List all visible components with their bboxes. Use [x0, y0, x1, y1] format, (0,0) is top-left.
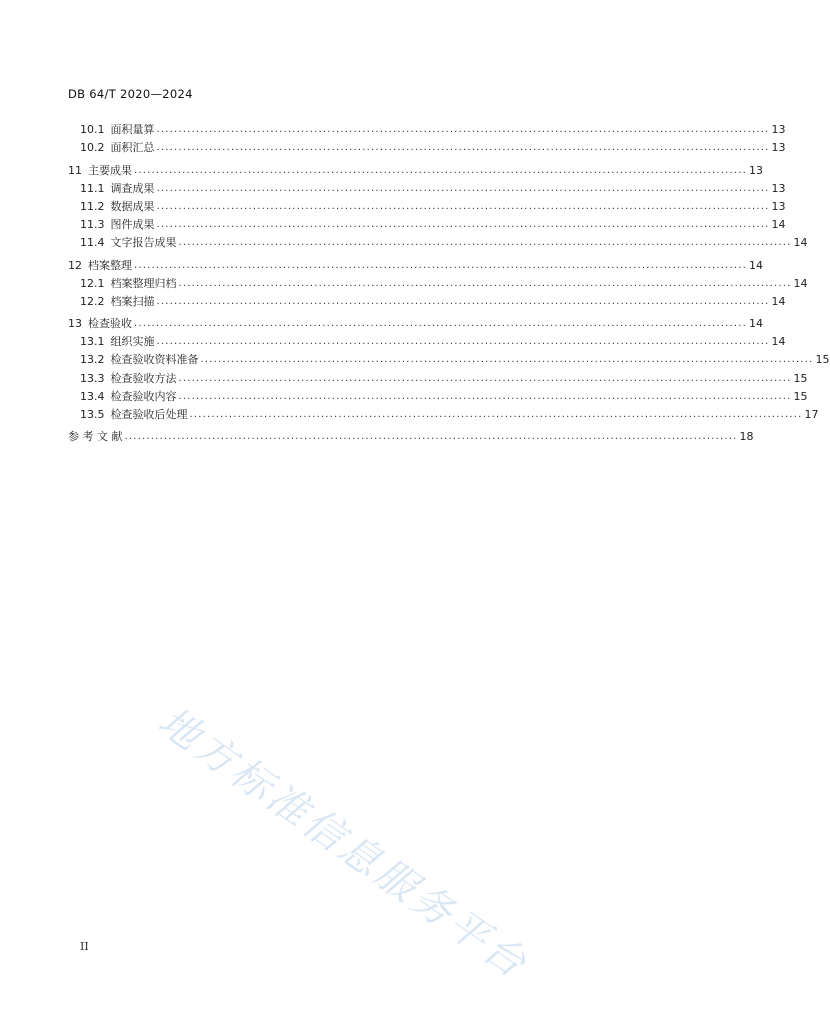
document-id: DB 64/T 2020—2024	[68, 87, 193, 101]
toc-entry[interactable]	[68, 177, 786, 195]
toc-leader-dots: ............................................................................................................................................	[134, 259, 748, 271]
toc-entry-page: 15	[815, 353, 830, 367]
toc-entry[interactable]	[68, 312, 764, 331]
toc-entry-title: 面积汇总	[110, 141, 155, 155]
toc-entry-title: 文字报告成果	[110, 236, 177, 250]
toc-entry-number: 11.2	[80, 199, 105, 213]
toc-leader-dots: ............................................................................................................................................	[156, 336, 770, 348]
toc-leader-dots: ............................................................................................................................................	[178, 237, 792, 249]
toc-entry[interactable]	[68, 330, 786, 349]
toc-entry-title: 检查验收方法	[110, 371, 177, 385]
toc-entry[interactable]	[68, 272, 808, 290]
toc-entry[interactable]	[68, 158, 764, 177]
toc-entry-number: 13.1	[80, 335, 105, 349]
toc-leader-dots: ............................................................................................................................................	[124, 431, 738, 443]
toc-entry-title: 检查验收内容	[110, 389, 177, 403]
toc-entry-page: 15	[793, 371, 808, 385]
toc-entry[interactable]	[68, 366, 808, 385]
toc-leader-dots: ............................................................................................................................................	[156, 182, 770, 194]
toc-entry-title: 面积量算	[110, 123, 155, 137]
toc-entry-number: 11.3	[80, 218, 105, 232]
toc-leader-dots: ............................................................................................................................................	[156, 200, 770, 212]
toc-entry-title: 数据成果	[110, 199, 155, 213]
toc-entry-title: 档案整理归档	[110, 276, 177, 290]
toc-entry-page: 14	[771, 294, 786, 308]
toc-leader-dots: ............................................................................................................................................	[156, 142, 770, 154]
toc-entry[interactable]	[68, 213, 786, 232]
toc-entry-page: 14	[771, 218, 786, 232]
toc-entry-number: 12.1	[80, 276, 105, 290]
toc-entry[interactable]	[68, 348, 830, 367]
toc-leader-dots: ............................................................................................................................................	[178, 277, 792, 289]
toc-entry[interactable]	[68, 195, 786, 213]
toc-leader-dots: ............................................................................................................................................	[134, 318, 748, 330]
toc-entry[interactable]	[68, 385, 808, 403]
toc-entry[interactable]	[68, 136, 786, 155]
toc-entry[interactable]	[68, 118, 786, 137]
toc-entry-number: 13.4	[80, 389, 105, 403]
toc-entry[interactable]	[68, 231, 808, 250]
toc-entry-number: 12.2	[80, 294, 105, 308]
toc-entry-title: 调查成果	[110, 181, 155, 195]
toc-entry-page: 13	[771, 181, 786, 195]
toc-entry-page: 14	[793, 276, 808, 290]
toc-entry-number: 13.3	[80, 371, 105, 385]
toc-entry-number: 12	[68, 258, 82, 272]
toc-entry-page: 13	[749, 163, 764, 177]
page-number: II	[80, 940, 89, 953]
table-of-contents	[68, 118, 830, 444]
toc-entry-number: 11.4	[80, 236, 105, 250]
toc-leader-dots: ............................................................................................................................................	[156, 219, 770, 231]
toc-entry-page: 17	[804, 408, 819, 421]
toc-entry-number: 13.5	[80, 408, 105, 421]
toc-entry-page: 14	[771, 335, 786, 349]
toc-entry-title: 组织实施	[110, 335, 155, 349]
toc-entry-title: 图件成果	[110, 218, 155, 232]
toc-leader-dots: ............................................................................................................................................	[134, 164, 748, 176]
toc-leader-dots: ............................................................................................................................................	[156, 295, 770, 307]
toc-entry[interactable]	[68, 253, 764, 272]
toc-entry-number: 13	[68, 317, 82, 331]
toc-entry-number: 11.1	[80, 181, 105, 195]
toc-entry-page: 15	[793, 389, 808, 403]
toc-entry-number: 10.1	[80, 123, 105, 137]
toc-entry-title: 检查验收资料准备	[110, 353, 199, 367]
toc-entry-title: 档案扫描	[110, 294, 155, 308]
toc-leader-dots: ............................................................................................................................................	[178, 390, 792, 402]
toc-entry[interactable]	[68, 425, 754, 444]
toc-leader-dots: ............................................................................................................................................	[156, 124, 770, 136]
toc-leader-dots: ............................................................................................................................................	[189, 409, 803, 420]
toc-entry[interactable]	[68, 290, 786, 308]
toc-entry-number: 11	[68, 163, 82, 177]
toc-entry-page: 13	[771, 123, 786, 137]
toc-entry-number: 10.2	[80, 141, 105, 155]
toc-entry-page: 13	[771, 141, 786, 155]
toc-entry-title: 检查验收后处理	[110, 408, 188, 421]
toc-entry-title: 参 考 文 献	[68, 430, 123, 444]
toc-entry-title: 检查验收	[88, 317, 132, 331]
toc-leader-dots: ............................................................................................................................................	[200, 354, 814, 366]
toc-entry-title: 主要成果	[88, 163, 132, 177]
toc-entry-page: 18	[739, 430, 754, 444]
toc-entry-title: 档案整理	[88, 258, 132, 272]
toc-entry[interactable]	[68, 403, 819, 421]
toc-entry-page: 13	[771, 199, 786, 213]
watermark: 地方标准信息服务平台	[149, 698, 537, 989]
toc-entry-number: 13.2	[80, 353, 105, 367]
toc-entry-page: 14	[793, 236, 808, 250]
toc-entry-page: 14	[749, 317, 764, 331]
toc-entry-page: 14	[749, 258, 764, 272]
toc-leader-dots: ............................................................................................................................................	[178, 372, 792, 384]
